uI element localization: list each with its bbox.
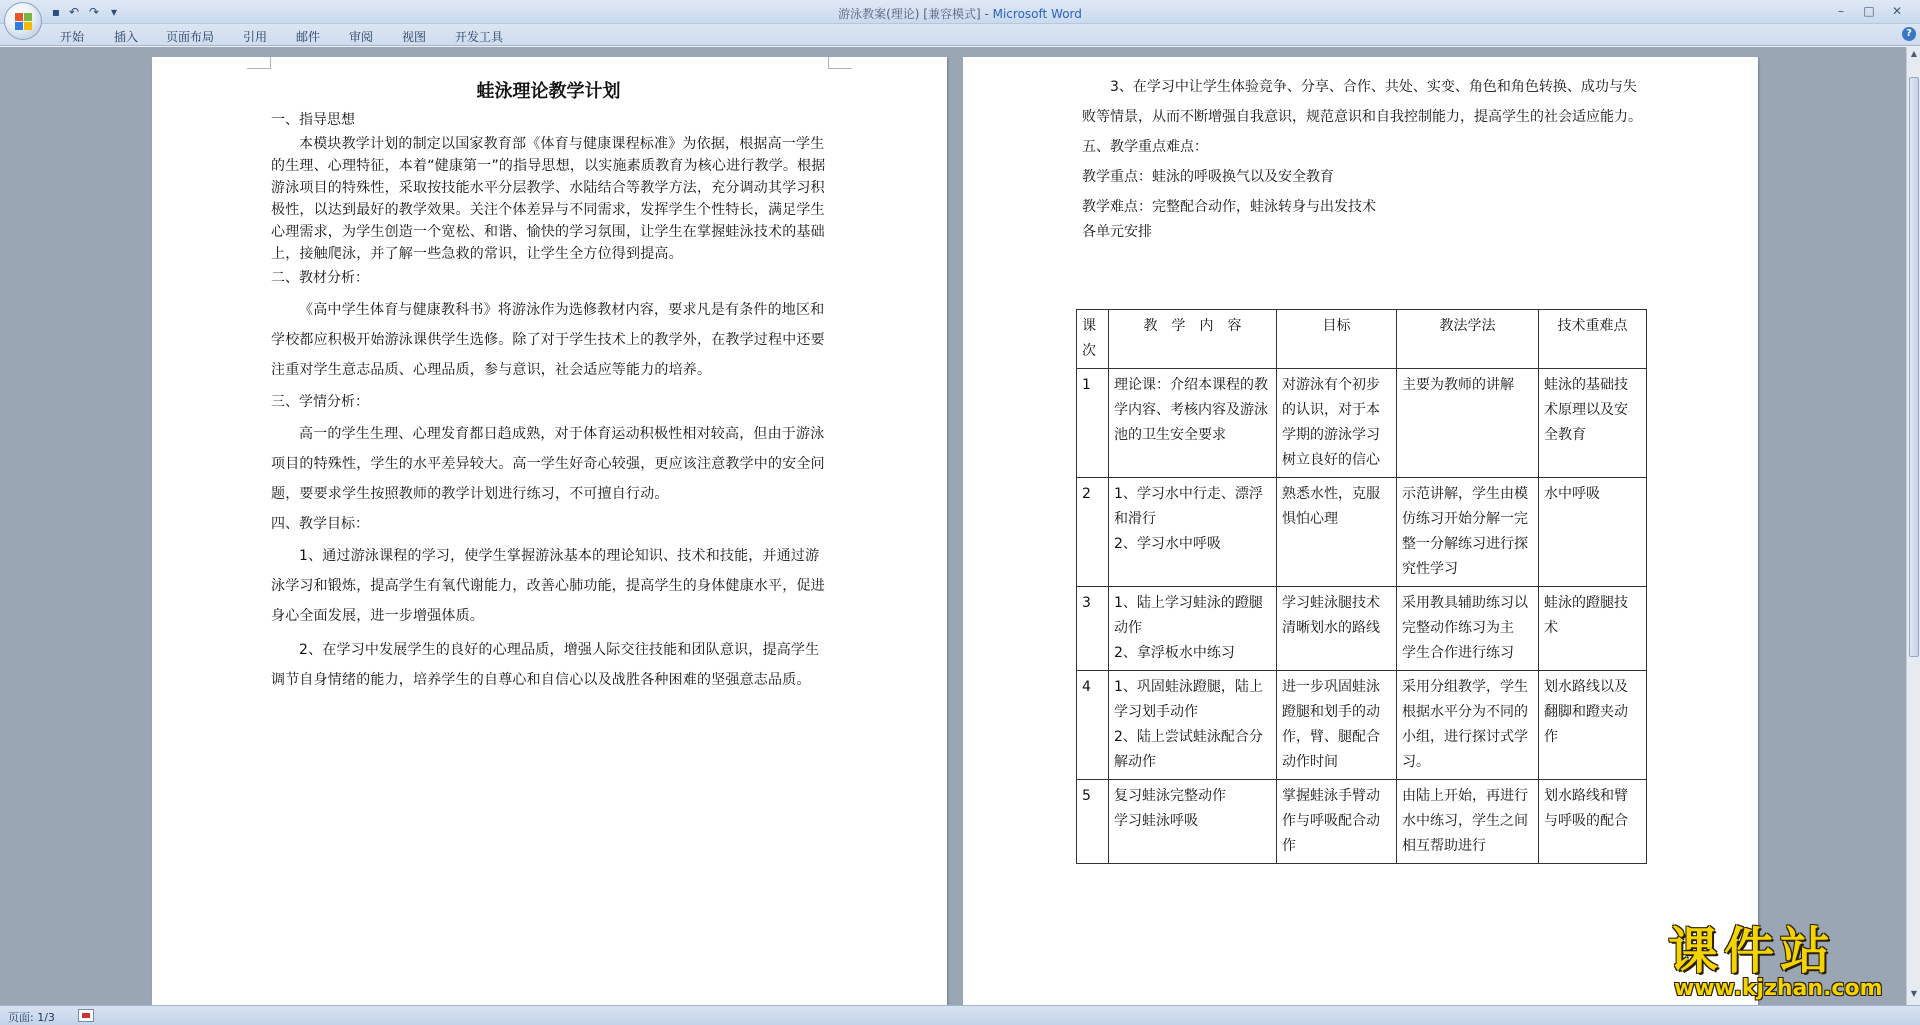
- office-button[interactable]: [4, 2, 42, 40]
- document-title: 蛙泳理论教学计划: [476, 81, 621, 102]
- header-cell: 教法学法: [1397, 310, 1539, 369]
- table-row: [1077, 587, 1647, 671]
- table-cell: 蛙泳的基础技术原理以及安全教育: [1539, 369, 1647, 478]
- units-heading: 各单元安排: [1082, 224, 1152, 240]
- tab-review[interactable]: 审阅: [349, 30, 374, 44]
- table-cell: 蛙泳的蹬腿技术: [1539, 587, 1647, 671]
- title-bar: [0, 0, 1920, 24]
- section-heading-1: 一、指导思想: [271, 112, 355, 128]
- tab-view[interactable]: 视图: [402, 30, 427, 44]
- paragraph-goal-3: 3、在学习中让学生体验竞争、分享、合作、共处、实变、角色和角色转换、成功与失败等情景，从而不断增强自我意识，规范意识和自我控制能力，提高学生的社会适应能力。: [1082, 79, 1642, 125]
- table-cell: 1、学习水中行走、漂浮和滑行 2、学习水中呼吸: [1109, 478, 1277, 587]
- close-button[interactable]: ✕: [1891, 4, 1903, 18]
- header-cell: 教 学 内 容: [1109, 310, 1277, 369]
- lesson-number-cell: 2: [1077, 478, 1109, 587]
- tab-insert[interactable]: 插入: [114, 30, 139, 44]
- status-bar: [0, 1005, 1920, 1025]
- office-logo-icon: [15, 13, 33, 31]
- table-cell: 学习蛙泳腿技术 清晰划水的路线: [1277, 587, 1397, 671]
- app-name: Microsoft Word: [992, 7, 1082, 21]
- table-cell: 采用教具辅助练习以完整动作练习为主 学生合作进行练习: [1397, 587, 1539, 671]
- lesson-number-cell: 4: [1077, 671, 1109, 780]
- page-1: [152, 57, 947, 1005]
- table-cell: 1、巩固蛙泳蹬腿，陆上学习划手动作 2、陆上尝试蛙泳配合分解动作: [1109, 671, 1277, 780]
- redo-icon[interactable]: ↷: [88, 5, 100, 19]
- teaching-focus: 教学重点：蛙泳的呼吸换气以及安全教育: [1082, 169, 1334, 185]
- page-1-content[interactable]: [271, 77, 826, 695]
- table-cell: 划水路线以及翻脚和蹬夹动作: [1539, 671, 1647, 780]
- margin-corner: [247, 57, 271, 69]
- table-row: [1077, 369, 1647, 478]
- lesson-number-cell: 1: [1077, 369, 1109, 478]
- lesson-number-cell: 3: [1077, 587, 1109, 671]
- ribbon-tabs: [0, 24, 1920, 46]
- scroll-down-icon[interactable]: ▼: [1910, 989, 1918, 998]
- minimize-button[interactable]: –: [1838, 4, 1844, 18]
- scrollbar-thumb[interactable]: [1909, 77, 1919, 657]
- tab-developer[interactable]: 开发工具: [455, 30, 504, 44]
- tab-references[interactable]: 引用: [243, 30, 268, 44]
- table-cell: 1、陆上学习蛙泳的蹬腿动作 2、拿浮板水中练习: [1109, 587, 1277, 671]
- section-heading-2: 二、教材分析：: [271, 270, 369, 286]
- tab-page-layout[interactable]: 页面布局: [166, 30, 215, 44]
- table-cell: 划水路线和臂与呼吸的配合: [1539, 780, 1647, 864]
- table-cell: 对游泳有个初步的认识，对于本学期的游泳学习树立良好的信心: [1277, 369, 1397, 478]
- header-cell: 课次: [1077, 310, 1109, 369]
- tab-mailings[interactable]: 邮件: [296, 30, 321, 44]
- table-cell: 示范讲解，学生由模仿练习开始分解一完整一分解练习进行探究性学习: [1397, 478, 1539, 587]
- page-2-content[interactable]: [1082, 72, 1642, 242]
- paragraph-guiding: 本模块教学计划的制定以国家教育部《体育与健康课程标准》为依据，根据高一学生的生理、心理特征，本着“健康第一”的指导思想，以实施素质教育为核心进行教学。根据游泳项目的特殊性，采取按技能水平分层教学、水陆结合等教学方法，充分调动其学习积极性，以达到最好的教学效果。关注个体差异与不同需求，发挥学生个性特长，满足学生心理需求，为学生创造一个宽松、和谐、愉快的学习氛围，让学生在掌握蛙泳技术的基础上，接触爬泳，并了解一些急救的常识，让学生全方位得到提高。: [271, 136, 826, 262]
- table-cell: 复习蛙泳完整动作 学习蛙泳呼吸: [1109, 780, 1277, 864]
- table-cell: 采用分组教学，学生根据水平分为不同的小组，进行探讨式学习。: [1397, 671, 1539, 780]
- table-cell: 由陆上开始，再进行水中练习，学生之间相互帮助进行: [1397, 780, 1539, 864]
- table-cell: 理论课：介绍本课程的教学内容、考核内容及游泳池的卫生安全要求: [1109, 369, 1277, 478]
- page-count-status[interactable]: 页面: 1/3: [8, 1011, 55, 1024]
- paragraph-goal-1: 1、通过游泳课程的学习，使学生掌握游泳基本的理论知识、技术和技能，并通过游泳学习和锻炼，提高学生有氧代谢能力，改善心肺功能，提高学生的身体健康水平，促进身心全面发展，进一步增强体质。: [271, 548, 825, 624]
- header-cell: 技术重难点: [1539, 310, 1647, 369]
- section-heading-3: 三、学情分析：: [271, 394, 369, 410]
- table-cell: 熟悉水性，克服惧怕心理: [1277, 478, 1397, 587]
- section-heading-4: 四、教学目标：: [271, 516, 369, 532]
- document-area[interactable]: [0, 47, 1906, 1005]
- table-cell: 水中呼吸: [1539, 478, 1647, 587]
- paragraph-material: 《高中学生体育与健康教科书》将游泳作为选修教材内容，要求凡是有条件的地区和学校都应积极开始游泳课供学生选修。除了对于学生技术上的教学外，在教学过程中还要注重对学生意志品质、心理品质，参与意识，社会适应等能力的培养。: [271, 302, 825, 378]
- table-row: [1077, 478, 1647, 587]
- undo-icon[interactable]: ↶: [68, 5, 80, 19]
- save-icon[interactable]: ▪: [51, 5, 61, 19]
- customize-toolbar-icon[interactable]: ▾: [110, 5, 118, 19]
- table-cell: 进一步巩固蛙泳蹬腿和划手的动作，臂、腿配合动作时间: [1277, 671, 1397, 780]
- table-cell: 主要为教师的讲解: [1397, 369, 1539, 478]
- proofing-icon[interactable]: [78, 1009, 94, 1022]
- teaching-difficulty: 教学难点：完整配合动作，蛙泳转身与出发技术: [1082, 199, 1376, 215]
- header-cell: 目标: [1277, 310, 1397, 369]
- scroll-up-icon[interactable]: ▲: [1910, 49, 1918, 58]
- paragraph-students: 高一的学生生理、心理发育都日趋成熟，对于体育运动积极性相对较高，但由于游泳项目的特殊性，学生的水平差异较大。高一学生好奇心较强，更应该注意教学中的安全问题，要要求学生按照教师的教学计划进行练习，不可擅自行动。: [271, 426, 825, 502]
- tab-home[interactable]: 开始: [60, 30, 85, 44]
- table-cell: 掌握蛙泳手臂动作与呼吸配合动作: [1277, 780, 1397, 864]
- page-2: [963, 57, 1758, 1005]
- watermark-url: www.kjzhan.com: [1674, 976, 1883, 1001]
- unit-schedule-table[interactable]: [1076, 309, 1647, 864]
- watermark-brand: 课件站: [1668, 922, 1836, 980]
- paragraph-goal-2: 2、在学习中发展学生的良好的心理品质，增强人际交往技能和团队意识，提高学生调节自身情绪的能力，培养学生的自尊心和自信心以及战胜各种困难的坚强意志品质。: [271, 642, 820, 688]
- margin-corner: [828, 57, 852, 69]
- help-icon[interactable]: ?: [1902, 27, 1916, 41]
- vertical-scrollbar[interactable]: [1906, 47, 1920, 1005]
- document-name: 游泳教案(理论) [兼容模式] -: [838, 7, 993, 21]
- table-row: [1077, 671, 1647, 780]
- table-row: [1077, 780, 1647, 864]
- watermark-logo: [1668, 922, 1908, 1005]
- table-header-row: [1077, 310, 1647, 369]
- maximize-button[interactable]: □: [1863, 4, 1875, 18]
- window-title: [0, 5, 1920, 22]
- section-heading-5: 五、教学重点难点：: [1082, 139, 1208, 155]
- lesson-number-cell: 5: [1077, 780, 1109, 864]
